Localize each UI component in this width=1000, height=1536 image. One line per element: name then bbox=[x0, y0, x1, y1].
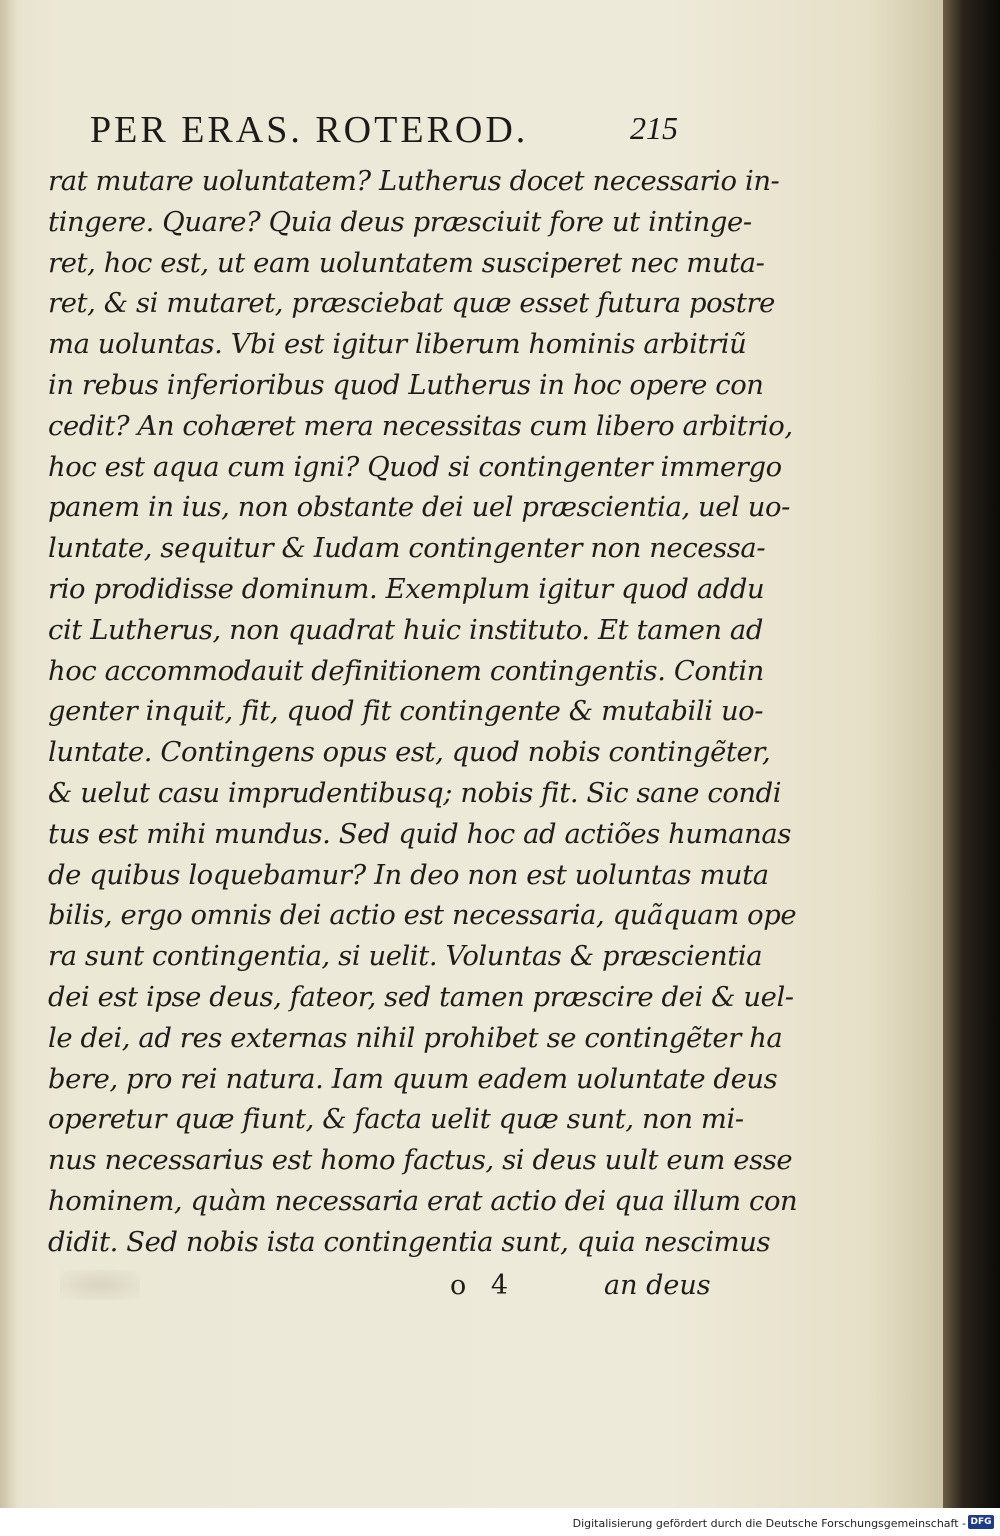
text-line: nus necessarius est homo factus, si deus uult eum esse bbox=[48, 1145, 793, 1177]
text-line: cit Lutherus, non quadrat huic instituto. Et tamen ad bbox=[48, 614, 763, 646]
running-header bbox=[90, 108, 690, 152]
funding-credit: Digitalisierung gefördert durch die Deutsche Forschungsgemeinschaft - bbox=[572, 1517, 966, 1530]
text-line: tingere. Quare? Quia deus præsciuit fore ut intinge- bbox=[48, 206, 752, 238]
text-line: ret, & si mutaret, præsciebat quæ esset futura postre bbox=[48, 288, 775, 320]
text-line: tus est mihi mundus. Sed quid hoc ad actiões humanas bbox=[48, 818, 791, 850]
text-line: luntate. Contingens opus est, quod nobis contingẽter, bbox=[48, 737, 771, 769]
text-line: le dei, ad res externas nihil prohibet se contingẽter ha bbox=[48, 1022, 783, 1054]
text-line: operetur quæ fiunt, & facta uelit quæ sunt, non mi- bbox=[48, 1104, 744, 1136]
credit-bar bbox=[0, 1508, 1000, 1536]
text-line: ret, hoc est, ut eam uoluntatem susciperet nec muta- bbox=[48, 247, 765, 279]
text-line: didit. Sed nobis ista contingentia sunt, quia nescimus bbox=[48, 1226, 771, 1258]
text-line: bilis, ergo omnis dei actio est necessaria, quãquam ope bbox=[48, 900, 797, 932]
signature-mark: o 4 bbox=[450, 1270, 517, 1301]
text-line: rat mutare uoluntatem? Lutherus docet necessario in- bbox=[48, 166, 780, 197]
running-title: PER ERAS. ROTEROD. bbox=[90, 109, 529, 151]
ink-bleed-through bbox=[60, 1270, 140, 1300]
text-line: genter inquit, fit, quod fit contingente & mutabili uo- bbox=[48, 696, 764, 728]
text-line: in rebus inferioribus quod Lutherus in hoc opere con bbox=[48, 369, 764, 401]
catchword: an deus bbox=[604, 1270, 711, 1301]
text-line: de quibus loquebamur? In deo non est uoluntas muta bbox=[48, 859, 769, 891]
dfg-logo: DFG bbox=[968, 1515, 994, 1529]
text-line: cedit? An cohæret mera necessitas cum libero arbitrio, bbox=[48, 410, 793, 442]
text-line: dei est ipse deus, fateor, sed tamen præscire dei & uel- bbox=[48, 981, 794, 1013]
text-block bbox=[48, 162, 798, 1264]
text-line: hoc est aqua cum igni? Quod si contingenter immergo bbox=[48, 451, 782, 483]
text-line: panem in ius, non obstante dei uel præscientia, uel uo- bbox=[48, 492, 790, 524]
text-line: luntate, sequitur & Iudam contingenter non necessa- bbox=[48, 533, 766, 565]
page-footer bbox=[450, 1270, 710, 1310]
text-line: bere, pro rei natura. Iam quum eadem uoluntate deus bbox=[48, 1063, 778, 1095]
text-line: ma uoluntas. Vbi est igitur liberum hominis arbitriũ bbox=[48, 329, 747, 361]
book-edge-shadow bbox=[943, 0, 1000, 1508]
text-line: rio prodidisse dominum. Exemplum igitur quod addu bbox=[48, 573, 765, 605]
text-line: hominem, quàm necessaria erat actio dei qua illum con bbox=[48, 1185, 798, 1217]
text-line: & uelut casu imprudentibusq; nobis fit. Sic sane condi bbox=[48, 777, 782, 809]
text-line: hoc accommodauit definitionem contingentis. Contin bbox=[48, 655, 764, 687]
page-number: 215 bbox=[630, 110, 678, 146]
text-line: ra sunt contingentia, si uelit. Voluntas & præscientia bbox=[48, 941, 763, 973]
